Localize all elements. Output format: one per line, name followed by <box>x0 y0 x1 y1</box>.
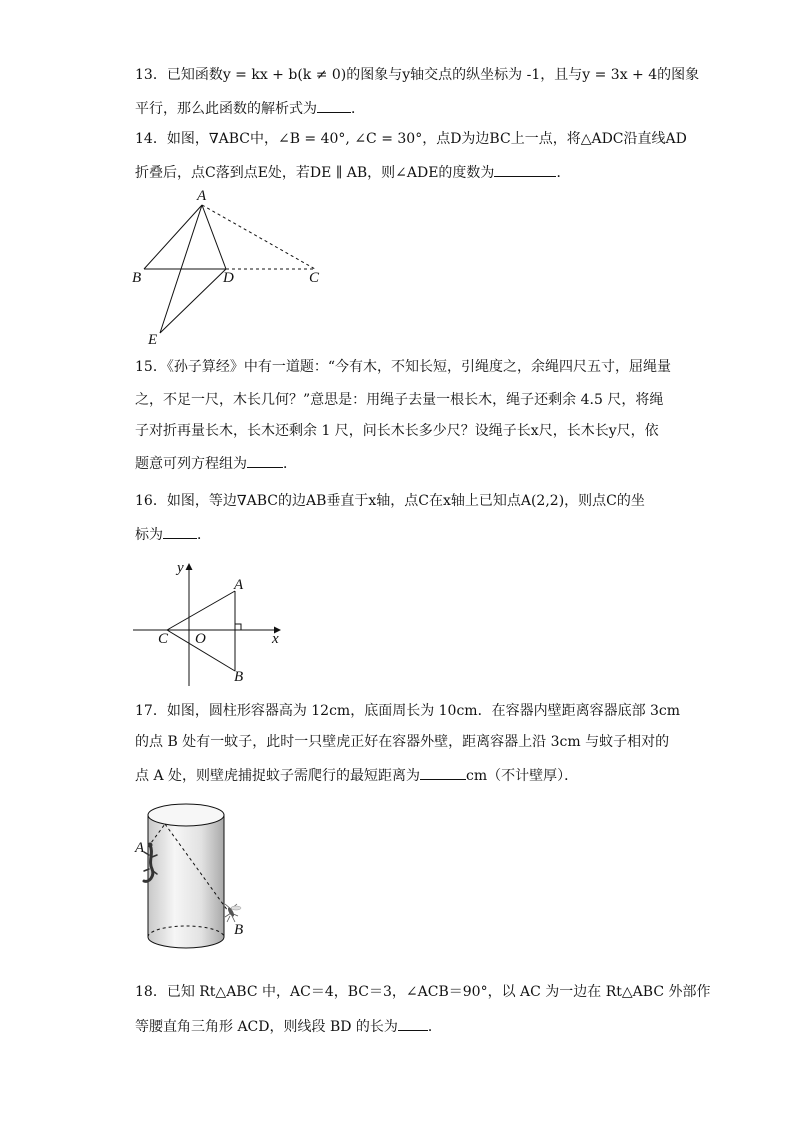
segment-ac-dashed <box>202 205 315 269</box>
segment-ac <box>167 591 235 630</box>
answer-blank <box>163 524 197 539</box>
answer-blank <box>317 98 351 113</box>
label-c: C <box>309 270 320 286</box>
q13-line2-text: 平行，那么此函数的解析式为 <box>135 101 317 117</box>
label-a: A <box>197 188 207 204</box>
label-b: B <box>234 922 244 938</box>
q13-line2 <box>135 98 365 118</box>
segment-ad <box>202 205 226 269</box>
label-x: x <box>272 631 279 647</box>
q16-line2-text: 标为 <box>135 527 163 543</box>
q18-line1: 18．已知 Rt△ABC 中，AC＝4，BC＝3，∠ACB＝90°，以 AC 为一边在 Rt△ABC 外部作 <box>135 984 711 1000</box>
q16-figure <box>128 558 288 688</box>
label-c: C <box>158 631 169 647</box>
q13-line2-suffix: ． <box>351 101 365 117</box>
answer-blank <box>420 765 466 780</box>
q15-line1: 15．《孙子算经》中有一道题：“今有木，不知长短，引绳度之，余绳四尺五寸，屈绳量 <box>135 359 671 375</box>
label-o: O <box>195 631 206 647</box>
q16-line2 <box>135 524 211 544</box>
segment-de <box>160 269 226 333</box>
q17-line2: 的点 B 处有一蚊子，此时一只壁虎正好在容器外壁，距离容器上沿 3cm 与蚊子相对的 <box>135 734 670 750</box>
answer-blank <box>398 1016 428 1031</box>
q17-line3-suffix: cm（不计壁厚）． <box>466 768 579 784</box>
answer-blank <box>247 453 283 468</box>
q15-line2: 之，不足一尺，木长几何？”意思是：用绳子去量一根长木，绳子还剩余 4.5 尺，将绳 <box>135 392 664 408</box>
label-b: B <box>234 669 244 685</box>
q17-figure <box>128 795 253 965</box>
label-b: B <box>132 270 142 286</box>
label-e: E <box>148 332 158 346</box>
q18-line2 <box>135 1016 442 1036</box>
q18-line2-text: 等腰直角三角形 ACD，则线段 BD 的长为 <box>135 1019 398 1035</box>
q14-line2-text: 折叠后，点C落到点E处，若DE ∥ AB，则∠ADE的度数为 <box>135 165 495 181</box>
label-a: A <box>135 840 145 856</box>
q15-line3: 子对折再量长木，长木还剩余 1 尺，问长木长多少尺？设绳子长x尺，长木长y尺，依 <box>135 423 659 439</box>
q13-line1: 13．已知函数y = kx + b(k ≠ 0)的图象与y轴交点的纵坐标为 -1，且与y = 3x + 4的图象 <box>135 67 700 83</box>
q15-line4 <box>135 453 297 473</box>
cylinder-top <box>148 804 224 826</box>
mosquito-icon <box>225 904 241 922</box>
q14-line2 <box>135 162 570 182</box>
q17-line3-text: 点 A 处，则壁虎捕捉蚊子需爬行的最短距离为 <box>135 768 421 784</box>
label-a: A <box>234 577 244 593</box>
right-angle-mark <box>235 624 241 630</box>
q16-line2-suffix: ． <box>197 527 211 543</box>
q14-line1: 14．如图，∇ABC中，∠B = 40°, ∠C = 30°，点D为边BC上一点，将△ADC沿直线AD <box>135 131 687 147</box>
q15-line4-text: 题意可列方程组为 <box>135 456 247 472</box>
segment-ab <box>144 205 202 269</box>
cylinder-body <box>148 815 224 948</box>
q15-line4-suffix: ． <box>283 456 297 472</box>
answer-blank <box>494 162 556 177</box>
q14-figure <box>125 186 330 346</box>
q17-line3 <box>135 765 578 785</box>
q17-line1: 17．如图，圆柱形容器高为 12cm，底面周长为 10cm．在容器内壁距离容器底部 3cm <box>135 703 681 719</box>
q14-line2-suffix: ． <box>556 165 571 181</box>
q16-line1: 16．如图，等边∇ABC的边AB垂直于x轴，点C在x轴上已知点A(2,2)，则点C的坐 <box>135 493 645 509</box>
q18-line2-suffix: ． <box>427 1019 442 1035</box>
label-d: D <box>223 270 234 286</box>
label-y: y <box>177 560 184 576</box>
